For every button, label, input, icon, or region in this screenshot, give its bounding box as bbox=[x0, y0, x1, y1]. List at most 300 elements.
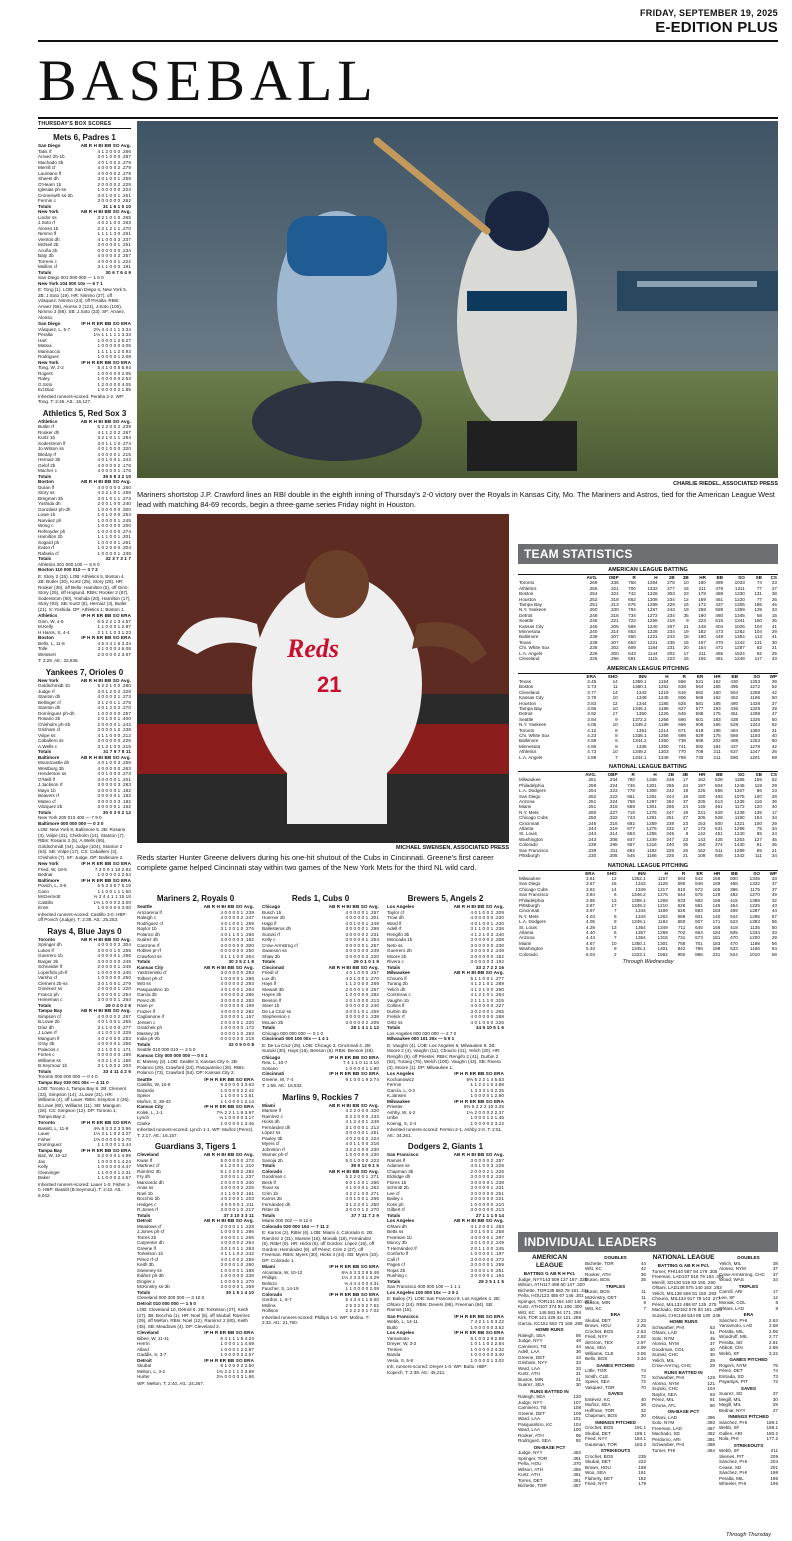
batting-line-label: Benson lf bbox=[262, 997, 282, 1003]
stats-cell: 20 bbox=[683, 645, 689, 651]
batting-line-label: B.Lowe 2b bbox=[38, 1019, 60, 1024]
stats-cell: 23 bbox=[771, 580, 777, 586]
stats-cell: 483 bbox=[715, 793, 723, 799]
leader-name: Gausman, TOR bbox=[585, 1441, 617, 1447]
leader-value: 72 bbox=[640, 1379, 646, 1384]
stats-cell: 673 bbox=[695, 935, 703, 941]
stats-cell: 37 bbox=[771, 700, 777, 706]
photo-greene bbox=[137, 514, 509, 843]
stats-cell: .244 bbox=[587, 831, 597, 837]
leader-value: 90 bbox=[709, 1402, 715, 1408]
leader-name: Sánchez, PHI bbox=[719, 1317, 748, 1323]
leader-value: .367 bbox=[706, 1425, 715, 1431]
leader-name: Yelich, MIL bbox=[652, 1290, 675, 1296]
stats-cell: Milwaukee bbox=[519, 777, 541, 783]
stats-cell: 430 bbox=[730, 678, 739, 684]
game-tail: WP: Melton. T: 2:40. Att.: 24,267. bbox=[137, 1380, 205, 1386]
batting-line-value: 1 0 0 0 0 0 .230 bbox=[345, 1152, 379, 1157]
batting-line-value: 3 0 0 0 0 3 .283 bbox=[97, 782, 131, 787]
batting-line-label: Volpe ss bbox=[38, 732, 56, 738]
batting-line-label: Laureano lf bbox=[38, 170, 61, 176]
stats-cell: 1351 bbox=[636, 727, 647, 733]
stats-cell: .311 bbox=[608, 847, 618, 853]
pitching-line-value: 7⅔ 2 2 1 1 8 3.97 bbox=[216, 1109, 254, 1115]
stats-cell: .295 bbox=[608, 842, 618, 848]
stats-cell: 10 bbox=[612, 722, 618, 728]
pitching-line-label: Kochanowicz bbox=[387, 1076, 415, 1082]
stats-cell: St. Louis bbox=[519, 924, 537, 930]
stats-cell: 1401 bbox=[657, 946, 668, 952]
stats-cell: 23 bbox=[771, 788, 777, 794]
batting-line-value: 3 1 2 0 1 1 .278 bbox=[97, 699, 131, 705]
pitching-line-value: IP H R ER BB SO ERA bbox=[81, 1147, 131, 1153]
leaders-category: GAMES PITCHED bbox=[729, 1357, 768, 1362]
batting-line-value: AB R H BI BB SO Avg. bbox=[80, 754, 131, 760]
batting-line-label: Caballero ss bbox=[38, 738, 64, 743]
batting-line-value: 3 0 0 0 0 1 .201 bbox=[97, 776, 131, 782]
batting-line-value: 3 0 0 0 1 2 .238 bbox=[97, 727, 131, 732]
batting-line-label: Totals bbox=[38, 556, 52, 561]
batting-line-label: Totals bbox=[387, 1278, 401, 1284]
stats-cell: 211 bbox=[713, 754, 721, 760]
leader-name: Greene, DET bbox=[518, 1410, 546, 1416]
batting-line-value: 4 0 1 0 0 0 .257 bbox=[345, 970, 379, 975]
stats-cell: .236 bbox=[588, 645, 598, 651]
batting-line-value: 1 0 0 0 0 1 .245 bbox=[97, 517, 131, 523]
stats-cell: 1253 bbox=[749, 738, 761, 744]
leader-name: Alonso, NYM bbox=[652, 1380, 679, 1386]
leader-name: Pérez, MIL bbox=[652, 1397, 675, 1402]
stats-cell: 277 bbox=[667, 585, 675, 591]
stats-cell: N.Y. Mets bbox=[519, 809, 539, 815]
batting-line-label: Mountcastle dh bbox=[38, 760, 70, 765]
stats-cell: 162 bbox=[713, 695, 721, 701]
stats-header-cell: ERA bbox=[585, 870, 595, 876]
stats-cell: 33 bbox=[771, 875, 777, 881]
batting-line-value: 3 0 0 0 0 1 .251 bbox=[97, 242, 131, 247]
stats-cell: 469 bbox=[730, 908, 738, 914]
pitching-line-value: IP H R ER BB SO ERA bbox=[329, 1291, 379, 1297]
batting-line-value: 2 0 0 0 0 2 .225 bbox=[97, 181, 131, 187]
stats-cell: 1288 bbox=[749, 711, 761, 717]
leader-name: Williams, CLE bbox=[585, 1350, 614, 1356]
batting-line-value: 4 0 0 0 0 0 .227 bbox=[470, 1003, 504, 1008]
leader-name: Freeman, LAD bbox=[652, 1274, 682, 1279]
game-title: Guardians 3, Tigers 1 bbox=[154, 1142, 237, 1151]
leader-value: 33 bbox=[575, 1360, 581, 1365]
pitching-line-label: M.Kelly bbox=[38, 624, 54, 629]
stats-cell: 886 bbox=[695, 951, 703, 957]
stats-cell: 702 bbox=[677, 929, 686, 935]
linescore: Boston 110 000 010 — 3 7 2 bbox=[38, 567, 98, 572]
batting-line-value: 30 2 5 2 1 8 bbox=[228, 959, 254, 964]
stats-cell: 1344.1 bbox=[632, 754, 647, 760]
stats-cell: 482 bbox=[730, 892, 738, 898]
stats-cell: 65 bbox=[771, 919, 777, 925]
stats-cell: Washington bbox=[519, 836, 544, 842]
stats-cell: 23 bbox=[683, 836, 689, 842]
stats-cell: 1198 bbox=[750, 940, 760, 946]
batting-line-value: 3 1 1 0 0 0 .191 bbox=[97, 264, 131, 269]
stats-cell: .252 bbox=[588, 596, 598, 602]
stats-cell: 1259 bbox=[646, 820, 657, 826]
stats-cell: 528 bbox=[715, 815, 723, 821]
batting-line-value: 4 0 0 0 0 1 .257 bbox=[345, 909, 379, 915]
leader-value: 182 bbox=[638, 1475, 646, 1481]
stats-cell: 568 bbox=[695, 695, 704, 701]
photo-crawford-caption: Mariners shortstop J.P. Crawford lines an RBI double in the eighth inning of Thursday's 2-0 victory over the Royals in Kansas City, Mo. The Mariners and Astros, tied for the American League West lead with matching 84-69 records, begin a three-game series Friday night in Houston. bbox=[137, 490, 775, 509]
leader-name: Merrill, SD bbox=[652, 1279, 674, 1285]
pitching-line-label: Bibee, W, 11-11 bbox=[137, 1335, 170, 1341]
batting-line-label: Refsnyder ph bbox=[38, 528, 66, 534]
pitching-line-value: 1 0 0 0 0 0 3.40 bbox=[470, 1352, 504, 1357]
leader-value: 191.1 bbox=[634, 1425, 646, 1430]
pitching-line-label: Castillo, W, 10-8 bbox=[137, 1082, 171, 1087]
batting-line-value: 4 1 0 0 0 3 .237 bbox=[97, 236, 131, 242]
stats-cell: 19 bbox=[683, 629, 689, 635]
stats-cell: 1249 bbox=[646, 836, 657, 842]
leader-value: 37 bbox=[772, 1266, 778, 1271]
game-title: Rays 4, Blue Jays 0 bbox=[47, 926, 122, 936]
batting-line-label: R.Jones rf bbox=[137, 1207, 158, 1212]
batting-line-label: Rivera c bbox=[387, 959, 404, 964]
stats-cell: 1172 bbox=[734, 804, 745, 810]
leader-name: Muñoz, SEA bbox=[585, 1402, 611, 1407]
pitching-line-label: Bello, L, 11-8 bbox=[38, 640, 65, 646]
stats-cell: 1350 bbox=[658, 738, 669, 744]
stats-cell: 1428 bbox=[749, 700, 761, 706]
batting-line-label: J.Soto rf bbox=[38, 220, 56, 225]
leader-value: 40 bbox=[640, 1396, 646, 1402]
leader-value: .453 bbox=[572, 1450, 581, 1455]
batting-line-value: 3 1 0 0 0 1 .213 bbox=[345, 1124, 379, 1130]
stats-cell: 1266 bbox=[658, 716, 669, 722]
leader-row bbox=[585, 1385, 646, 1391]
batting-line-label: Bellinger cf bbox=[38, 699, 61, 705]
batting-line-value: AB R H BI BB SO Avg. bbox=[453, 1218, 504, 1223]
leader-name: Crochet, BOS bbox=[585, 1328, 614, 1334]
stats-cell: 425 bbox=[715, 836, 723, 842]
batting-line-label: Sheets dh bbox=[38, 176, 59, 181]
stats-cell: Milwaukee bbox=[519, 875, 541, 881]
stats-cell: Minnesota bbox=[519, 743, 541, 749]
stats-cell: 41 bbox=[771, 634, 777, 640]
batting-line-label: McLain 2b bbox=[262, 1019, 284, 1025]
stats-cell: 82 bbox=[756, 645, 762, 651]
batting-line-label: Vázquez 2b bbox=[38, 804, 63, 809]
stats-cell: 162 bbox=[713, 678, 721, 684]
batting-line-label: Rosario 2b bbox=[38, 716, 61, 721]
pitching-line-label: Koenig, S, 2-4 bbox=[387, 1120, 417, 1126]
batting-line-value: 4 1 1 0 0 0 .212 bbox=[97, 732, 131, 738]
stats-cell: 127 bbox=[754, 836, 762, 842]
stats-cell: 57 bbox=[771, 913, 777, 919]
stats-cell: 4.40 bbox=[585, 929, 595, 935]
stats-cell: 1291 bbox=[646, 815, 657, 821]
leader-name: Vasquez, TOR bbox=[585, 1384, 615, 1390]
stats-cell: 156 bbox=[712, 897, 721, 903]
stats-cell: 698 bbox=[678, 732, 686, 738]
leader-value: 139 582 78 181 .311 bbox=[546, 1287, 589, 1293]
batting-line-value: 37 7 11 7 2 9 bbox=[351, 1212, 379, 1218]
stats-cell: 1188 bbox=[658, 705, 669, 711]
leader-value: 29 bbox=[709, 1357, 715, 1363]
stats-cell: .321 bbox=[609, 585, 619, 591]
stats-cell: 608 bbox=[695, 722, 704, 728]
stats-cell: .239 bbox=[587, 842, 597, 848]
stats-cell: 1344 bbox=[636, 700, 647, 706]
batting-line-label: Totals bbox=[387, 1212, 401, 1218]
stats-cell: 521 bbox=[695, 678, 704, 684]
batting-line-value: 1 0 0 0 0 0 .257 bbox=[97, 710, 131, 716]
batting-line-value: 2 2 1 2 1 1 .270 bbox=[97, 225, 131, 231]
batting-line-label: Totals bbox=[137, 1212, 151, 1218]
stats-cell: 9 bbox=[614, 919, 617, 925]
batting-line-value: 5 2 2 0 0 2 .239 bbox=[97, 424, 131, 429]
stats-cell: 242 bbox=[666, 788, 675, 794]
leader-value: .352 bbox=[706, 1431, 715, 1436]
pitching-line-label: Banda bbox=[387, 1352, 401, 1357]
stats-cell: 60 bbox=[771, 738, 777, 744]
batting-line-value: 1 0 0 0 0 0 .274 bbox=[97, 528, 131, 534]
stats-cell: 758 bbox=[627, 799, 635, 805]
batting-line-label: Moncada 1b bbox=[387, 937, 413, 942]
pitching-line-value: 1 0 0 0 0 1 2.80 bbox=[470, 1093, 504, 1098]
stats-cell: 758 bbox=[677, 940, 686, 946]
leader-row bbox=[652, 1363, 715, 1369]
batting-line-value: 5 2 2 1 0 0 .280 bbox=[97, 683, 131, 688]
batting-line-value: 3 0 0 0 0 2 .257 bbox=[470, 1157, 504, 1163]
stats-cell: .324 bbox=[609, 591, 619, 597]
stats-cell: 178 bbox=[698, 591, 706, 597]
leader-value: 8 bbox=[643, 1300, 646, 1305]
stats-cell: Atlanta bbox=[519, 929, 534, 935]
stats-cell: 1344.2 bbox=[632, 738, 647, 744]
stats-cell: 627 bbox=[678, 705, 686, 711]
stats-cell: 3.67 bbox=[585, 881, 595, 887]
batting-line-label: T.Hernández lf bbox=[387, 1245, 417, 1251]
leader-value: 3.34 bbox=[637, 1356, 646, 1361]
stats-cell: 700 bbox=[628, 585, 636, 591]
stats-cell: 3.45 bbox=[587, 678, 597, 684]
stats-cell: .322 bbox=[608, 815, 618, 821]
batting-line-value: 1 0 0 0 0 0 .240 bbox=[97, 969, 131, 975]
leader-name: Crow-Armstrong, CHC bbox=[719, 1271, 765, 1277]
stats-cell: 104 bbox=[754, 623, 762, 629]
pitching-line-value: 2 5 3 2 0 2 7.52 bbox=[345, 1302, 379, 1308]
stats-cell: .314 bbox=[609, 629, 619, 635]
stats-cell: 19 bbox=[683, 809, 689, 815]
batting-line-value: 4 2 2 0 0 0 .320 bbox=[345, 1108, 379, 1113]
batting-line-value: 5 0 0 0 0 0 .272 bbox=[220, 1157, 254, 1163]
stats-cell: 158 bbox=[712, 875, 721, 881]
stats-cell: 29 bbox=[771, 705, 777, 711]
pitching-line-value: 1 1 0 0 0 0 2.08 bbox=[345, 1286, 379, 1291]
stats-cell: 31 bbox=[771, 727, 777, 733]
leader-value: 140 587 94 179 .305 bbox=[675, 1268, 718, 1274]
stats-cell: 6.03 bbox=[585, 951, 595, 957]
leader-name: Duran, BOS bbox=[585, 1289, 610, 1294]
pitching-line-label: McDermott bbox=[38, 894, 61, 899]
batting-line-value: 3 0 0 0 0 1 .231 bbox=[470, 1185, 504, 1190]
batting-line-value: 3 0 1 0 0 1 .251 bbox=[97, 192, 131, 198]
stats-cell: 668 bbox=[677, 913, 686, 919]
leader-name: Adell, LAA bbox=[518, 1349, 540, 1354]
stats-cell: 1289 bbox=[647, 602, 658, 608]
batting-line-label: Moore 2b bbox=[387, 953, 407, 959]
leader-name: Springer, TOR bbox=[518, 1298, 548, 1304]
stats-cell: 2 bbox=[614, 951, 617, 957]
stats-cell: 593 bbox=[695, 908, 703, 914]
leader-value: 34 bbox=[772, 1277, 778, 1282]
leader-name: Garcia, KC bbox=[518, 1320, 541, 1326]
box-scores-kicker: THURSDAY'S BOX SCORES bbox=[38, 121, 131, 129]
batting-line-label: Trout dh bbox=[387, 915, 404, 920]
stats-header-cell: 3B bbox=[682, 575, 689, 580]
batting-line-value: 3 0 2 0 0 1 .265 bbox=[470, 1008, 504, 1014]
stats-cell: 38 bbox=[771, 591, 777, 597]
stats-table-title: AMERICAN LEAGUE PITCHING bbox=[518, 665, 778, 674]
pitching-line bbox=[387, 1121, 504, 1127]
batting-line-value: 3 2 1 0 1 0 .265 bbox=[97, 214, 131, 220]
stats-cell: 131 bbox=[754, 639, 762, 645]
stats-cell: 575 bbox=[695, 892, 703, 898]
stats-cell: 24 bbox=[683, 804, 689, 810]
batting-line-value: 27 1 1 1 0 14 bbox=[475, 1212, 504, 1218]
leader-value: 3.22 bbox=[769, 1350, 778, 1356]
leader-value: 180.2 bbox=[766, 1430, 778, 1436]
pitching-line-label: Skubal bbox=[137, 1363, 152, 1368]
stats-cell: 205 bbox=[697, 815, 706, 821]
leader-value: 121 bbox=[707, 1380, 715, 1386]
leader-value: 73 bbox=[772, 1373, 778, 1379]
leaders-category: RUNS BATTED IN bbox=[664, 1369, 703, 1375]
stats-cell: 108 bbox=[697, 853, 706, 859]
leader-value: 44 bbox=[575, 1343, 581, 1349]
batting-line-label: Totals bbox=[262, 1212, 276, 1218]
batting-line-value: 2 0 0 0 0 1 .220 bbox=[220, 1019, 254, 1025]
leader-name: Pasquantino, KC bbox=[518, 1421, 553, 1427]
pitching-line-value: IP H R ER BB SO ERA bbox=[204, 1330, 254, 1335]
batting-line-value: 3 0 0 0 0 3 .182 bbox=[97, 798, 131, 804]
stats-cell: .259 bbox=[587, 782, 597, 788]
stats-cell: 36 bbox=[771, 842, 777, 848]
leader-value: 44 bbox=[640, 1260, 646, 1266]
box-scores-bottom-col-1 bbox=[137, 890, 254, 1538]
batting-line-value: 3 0 0 0 0 1 .194 bbox=[470, 1273, 504, 1278]
pitching-line-label: Gordon, L, 6-7 bbox=[262, 1297, 292, 1302]
batting-line-label: Cincinnati bbox=[262, 964, 285, 970]
stats-cell: 504 bbox=[730, 689, 739, 695]
batting-line-label: Totals bbox=[38, 809, 52, 815]
leader-name: Witt, KC bbox=[585, 1305, 602, 1311]
batting-line-label: Tampa Bay bbox=[38, 1008, 63, 1013]
batting-line-label: Totals bbox=[387, 1025, 401, 1030]
game-title: Mariners 2, Royals 0 bbox=[156, 894, 235, 903]
stats-cell: 173 bbox=[697, 826, 706, 832]
stats-cell: 1157 bbox=[657, 875, 668, 881]
stats-header-cell: SB bbox=[755, 772, 762, 777]
pitching-line-label: Speier bbox=[137, 1093, 151, 1098]
box-scores-bottom-col-3 bbox=[387, 890, 504, 1538]
leader-value: 12 bbox=[772, 1294, 778, 1300]
leader-row bbox=[585, 1481, 646, 1487]
batting-line-label: Hamilton 2b bbox=[38, 534, 63, 539]
stats-cell: 160 bbox=[697, 793, 706, 799]
stats-cell: 50 bbox=[771, 924, 777, 930]
pitching-line-label: Ed.Diaz bbox=[38, 387, 55, 392]
batting-line-value: 4 0 0 0 0 1 .222 bbox=[97, 258, 131, 264]
batting-line-label: Nimmo lf bbox=[38, 231, 57, 236]
stats-header-cell: ER bbox=[696, 870, 703, 876]
stats-cell: 198 bbox=[713, 727, 721, 733]
stats-cell: 202 bbox=[667, 650, 675, 656]
stats-cell: .243 bbox=[587, 836, 597, 842]
leader-row bbox=[719, 1436, 778, 1442]
stats-cell: 14 bbox=[612, 689, 618, 695]
stats-cell: 145 bbox=[712, 902, 721, 908]
batting-line-value: 3 0 0 0 0 1 .259 bbox=[470, 1262, 504, 1267]
stats-cell: 37 bbox=[683, 799, 689, 805]
batting-line-label: Totals bbox=[38, 749, 52, 754]
batting-line-value: 28 1 4 1 1 12 bbox=[350, 1025, 379, 1030]
pitching-line-label: Jax bbox=[38, 1158, 46, 1164]
leader-value: 32 bbox=[640, 1407, 646, 1413]
box-scores-bottom-col-2 bbox=[262, 890, 379, 1538]
linescore: Chicago 000 000 000 — 0 1 0 bbox=[262, 1030, 324, 1036]
batting-line-value: 3 0 1 0 1 1 .273 bbox=[97, 495, 131, 501]
linescore: Cincinnati 000 100 00x — 1 4 1 bbox=[262, 1036, 329, 1041]
leader-value: 189.1 bbox=[634, 1430, 646, 1436]
batting-line-value: 1 1 1 1 3 0 .261 bbox=[97, 231, 131, 236]
leader-value: 107 bbox=[573, 1399, 581, 1405]
stats-cell: 1372.2 bbox=[632, 716, 647, 722]
pitching-line-value: 1 1 0 0 0 1 2.97 bbox=[97, 624, 131, 629]
linescore: Seattle 010 000 010 — 2 5 0 bbox=[137, 1047, 196, 1052]
stats-cell: .226 bbox=[588, 650, 598, 656]
batting-line-label: Baty 3b bbox=[38, 253, 54, 258]
stats-cell: 145 bbox=[697, 804, 706, 810]
stats-header-cell: INN bbox=[637, 870, 646, 876]
leader-name: Grisham, NYY bbox=[518, 1360, 548, 1365]
stats-header-cell: HR bbox=[713, 870, 721, 876]
leaders-category: BATTING G AB R H Pct. bbox=[523, 1271, 576, 1276]
stats-cell: 243 bbox=[667, 607, 675, 613]
pitching-line-label: Bazardo bbox=[137, 1087, 155, 1093]
stats-cell: .261 bbox=[587, 777, 597, 783]
stats-header-cell: WP bbox=[769, 870, 777, 876]
batting-line-value: 30 1 5 1 4 10 bbox=[225, 1289, 254, 1295]
leaders-category: ON-BASE PCT bbox=[533, 1444, 566, 1450]
leader-value: 91 bbox=[709, 1397, 715, 1402]
team-stats-band: TEAM STATISTICS bbox=[518, 544, 778, 564]
batting-line-value: 4 0 0 0 0 2 .304 bbox=[97, 942, 131, 947]
stats-cell: 113 bbox=[754, 634, 762, 640]
batting-line-label: Warner ph-rf bbox=[262, 1152, 288, 1157]
leader-value: 34 bbox=[575, 1354, 581, 1360]
leader-value: 37 bbox=[709, 1341, 715, 1346]
stats-cell: 232 bbox=[666, 826, 675, 832]
leader-value: 2.99 bbox=[637, 1345, 646, 1350]
pitching-line-value: 9 1 0 0 1 9 2.74 bbox=[345, 1076, 379, 1082]
batting-line-label: Miami bbox=[262, 1102, 276, 1108]
stats-header-cell: CS bbox=[770, 772, 777, 777]
stats-cell: 231 bbox=[697, 809, 706, 815]
batting-line-label: Yastrzemski cf bbox=[137, 970, 167, 975]
stats-cell: San Francisco bbox=[519, 847, 549, 853]
batting-line-label: Fernández dh bbox=[262, 1201, 291, 1207]
stats-cell: 8 bbox=[615, 732, 618, 738]
